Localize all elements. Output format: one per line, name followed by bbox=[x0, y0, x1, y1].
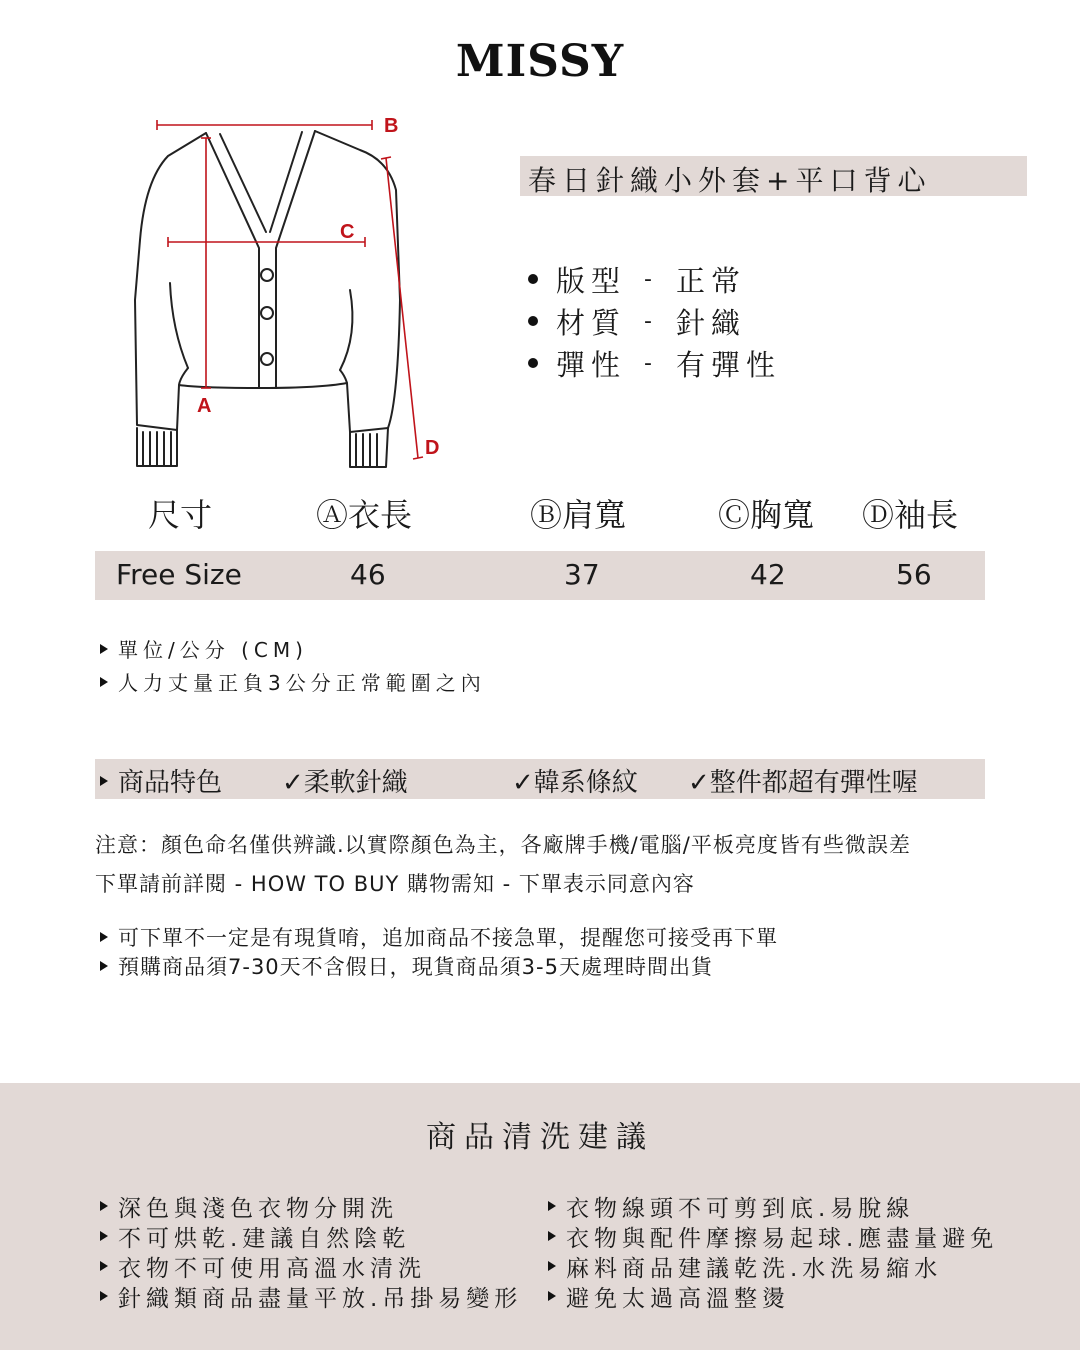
list-item: 預購商品須7-30天不含假日，現貨商品須3-5天處理時間出貨 bbox=[100, 951, 778, 980]
triangle-bullet-icon bbox=[548, 1201, 556, 1211]
features-label: 商品特色 bbox=[100, 762, 222, 799]
bullet-icon bbox=[528, 358, 538, 368]
order-notes bbox=[100, 922, 778, 980]
chest-value: 42 bbox=[750, 558, 786, 591]
spec-list bbox=[528, 258, 781, 384]
triangle-bullet-icon bbox=[100, 1291, 108, 1301]
triangle-bullet-icon bbox=[100, 677, 108, 687]
list-item: 麻料商品建議乾洗.水洗易縮水 bbox=[548, 1251, 998, 1281]
product-title: 春日針織小外套+平口背心 bbox=[528, 164, 932, 197]
triangle-bullet-icon bbox=[100, 932, 108, 942]
triangle-bullet-icon bbox=[100, 776, 108, 786]
triangle-bullet-icon bbox=[548, 1261, 556, 1271]
measure-notes bbox=[100, 632, 486, 698]
caution-line: 下單請前詳閱 - HOW TO BUY 購物需知 - 下單表示同意內容 bbox=[95, 872, 695, 896]
spec-material: 材質 - 針織 bbox=[528, 300, 781, 342]
label-a: A bbox=[197, 395, 212, 417]
triangle-bullet-icon bbox=[100, 1261, 108, 1271]
length-header: Ⓐ衣長 bbox=[316, 496, 413, 534]
label-c: C bbox=[340, 221, 355, 243]
spec-elasticity: 彈性 - 有彈性 bbox=[528, 342, 781, 384]
triangle-bullet-icon bbox=[100, 644, 108, 654]
list-item: 單位/公分 (CM) bbox=[100, 632, 486, 665]
chest-header: Ⓒ胸寬 bbox=[718, 496, 815, 534]
triangle-bullet-icon bbox=[100, 1231, 108, 1241]
label-d: D bbox=[425, 437, 440, 459]
sleeve-header: Ⓓ袖長 bbox=[862, 496, 959, 534]
label-b: B bbox=[384, 115, 399, 137]
care-list-right bbox=[548, 1191, 998, 1311]
list-item: 深色與淺色衣物分開洗 bbox=[100, 1191, 522, 1221]
shoulder-value: 37 bbox=[564, 558, 600, 591]
list-item: 衣物不可使用高溫水清洗 bbox=[100, 1251, 522, 1281]
feature-item: ✓韓系條紋 bbox=[512, 768, 638, 798]
product-title-bar bbox=[520, 156, 1027, 196]
list-item: 可下單不一定是有現貨唷，追加商品不接急單，提醒您可接受再下單 bbox=[100, 922, 778, 951]
brand-logo: MISSY bbox=[455, 36, 625, 87]
sleeve-value: 56 bbox=[896, 558, 932, 591]
triangle-bullet-icon bbox=[548, 1231, 556, 1241]
size-value: Free Size bbox=[116, 558, 242, 591]
care-title: 商品清洗建議 bbox=[426, 1120, 654, 1155]
care-list-left bbox=[100, 1191, 522, 1311]
list-item: 針織類商品盡量平放.吊掛易變形 bbox=[100, 1281, 522, 1311]
list-item: 衣物線頭不可剪到底.易脫線 bbox=[548, 1191, 998, 1221]
feature-item: ✓整件都超有彈性喔 bbox=[688, 768, 918, 798]
list-item: 人力丈量正負3公分正常範圍之內 bbox=[100, 665, 486, 698]
feature-item: ✓柔軟針織 bbox=[282, 768, 408, 798]
caution-line: 注意：顏色命名僅供辨識.以實際顏色為主，各廠牌手機/電腦/平板亮度皆有些微誤差 bbox=[95, 833, 911, 857]
list-item: 避免太過高溫整燙 bbox=[548, 1281, 998, 1311]
list-item: 衣物與配件摩擦易起球.應盡量避免 bbox=[548, 1221, 998, 1251]
size-header: 尺寸 bbox=[148, 496, 213, 534]
triangle-bullet-icon bbox=[100, 961, 108, 971]
spec-fit: 版型 - 正常 bbox=[528, 258, 781, 300]
bullet-icon bbox=[528, 316, 538, 326]
list-item: 不可烘乾.建議自然陰乾 bbox=[100, 1221, 522, 1251]
shoulder-header: Ⓑ肩寬 bbox=[530, 496, 627, 534]
triangle-bullet-icon bbox=[548, 1291, 556, 1301]
cardigan-size-diagram bbox=[120, 105, 460, 475]
length-value: 46 bbox=[350, 558, 386, 591]
bullet-icon bbox=[528, 274, 538, 284]
triangle-bullet-icon bbox=[100, 1201, 108, 1211]
